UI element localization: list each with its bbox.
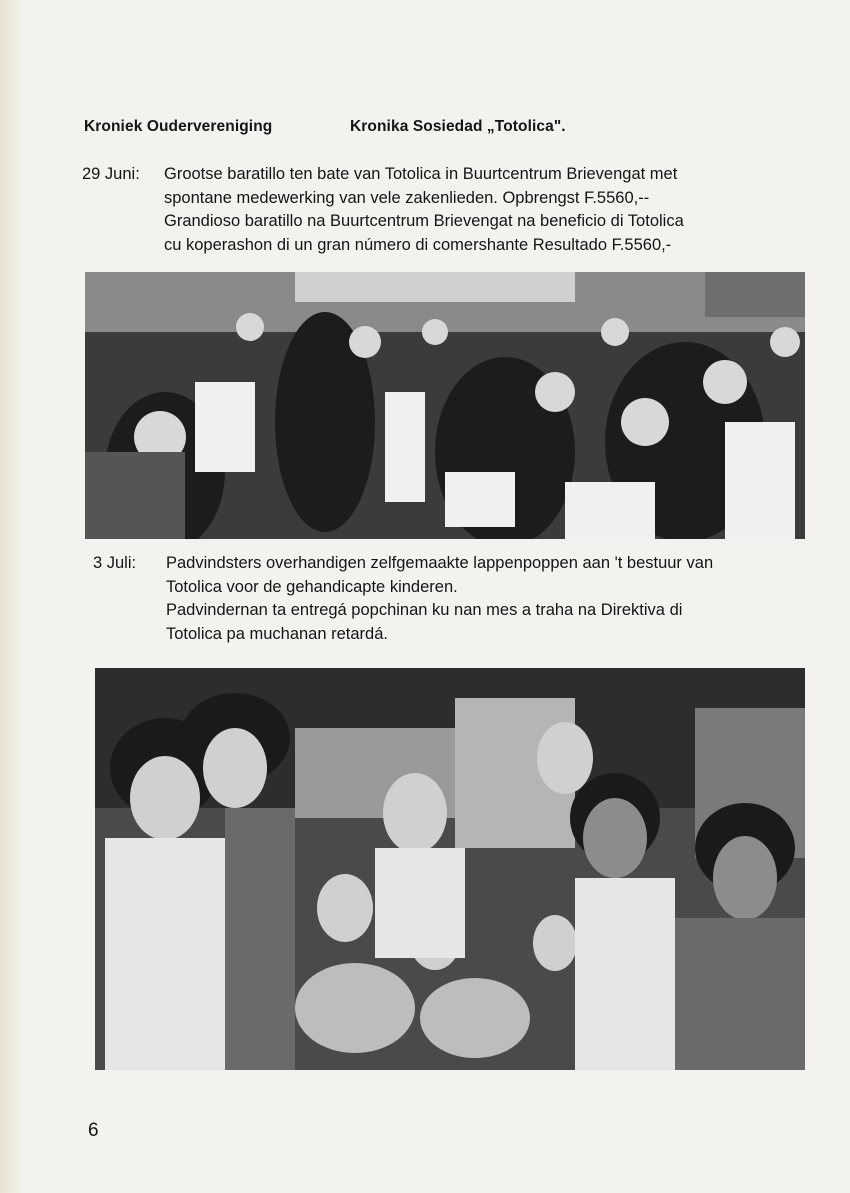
page-number: 6	[88, 1120, 99, 1141]
entry-line: Padvindsters overhandigen zelfgemaakte lappenpoppen aan 't bestuur van	[166, 554, 714, 572]
header-dutch: Kroniek Oudervereniging	[84, 118, 273, 135]
entry-text	[166, 552, 713, 646]
entry-line: cu koperashon di un gran número di comershante Resultado F.5560,-	[164, 235, 672, 254]
photo-scouts-dolls	[95, 668, 805, 1070]
entry-line: spontane medewerking van vele zakenlieden. Opbrengst F.5560,--	[164, 188, 650, 207]
photo-baratillo-crowd	[85, 272, 805, 539]
page-edge	[0, 0, 22, 1193]
entry-line: Totolica pa muchanan retardá.	[166, 624, 388, 643]
entry-line: Grandioso baratillo na Buurtcentrum Brievengat na beneficio di Totolica	[164, 212, 684, 230]
header-papiamento: Kronika Sosiedad „Totolica".	[350, 118, 566, 135]
entry-line: Grootse baratillo ten bate van Totolica in Buurtcentrum Brievengat met	[164, 165, 678, 183]
entry-date: 29 Juni:	[82, 165, 140, 183]
entry-text	[164, 163, 684, 257]
entry-date: 3 Juli:	[93, 554, 137, 572]
entry-line: Padvindernan ta entregá popchinan ku nan mes a traha na Direktiva di	[166, 601, 683, 619]
entry-line: Totolica voor de gehandicapte kinderen.	[166, 577, 458, 596]
